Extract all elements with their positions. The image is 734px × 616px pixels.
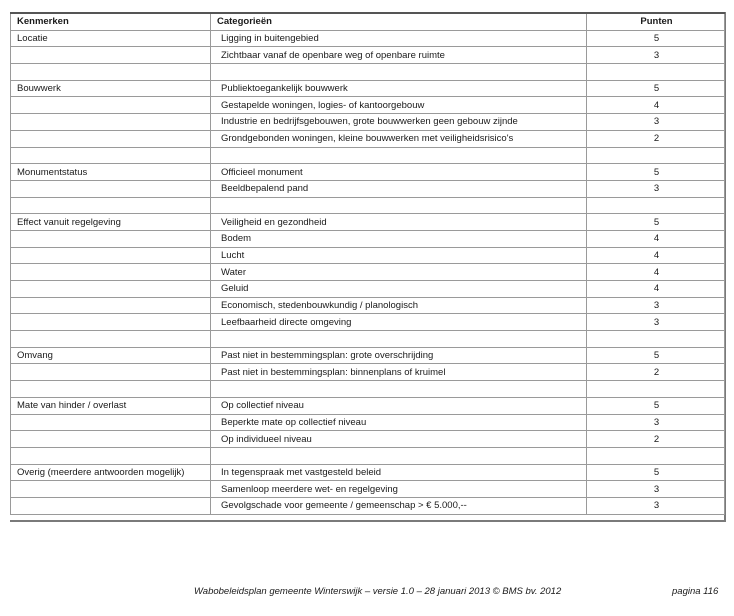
cell-characteristic (11, 97, 211, 114)
cell-points: 3 (587, 114, 725, 131)
cell-points: 5 (587, 347, 725, 364)
cell-category: Economisch, stedenbouwkundig / planologisch (211, 297, 587, 314)
table-row (11, 64, 725, 81)
cell-category: Bodem (211, 230, 587, 247)
table-row (11, 30, 725, 47)
table-frame (10, 12, 726, 522)
cell-points: 2 (587, 431, 725, 448)
cell-characteristic (11, 314, 211, 331)
table-row (11, 297, 725, 314)
cell-points: 3 (587, 297, 725, 314)
cell-points: 4 (587, 97, 725, 114)
cell-points: 4 (587, 264, 725, 281)
table-row (11, 331, 725, 348)
cell-category: Industrie en bedrijfsgebouwen, grote bouwwerken geen gebouw zijnde (211, 114, 587, 131)
table-row (11, 497, 725, 514)
scoring-table (10, 12, 725, 515)
cell-category: Past niet in bestemmingsplan: binnenplans of kruimel (211, 364, 587, 381)
cell-characteristic (11, 481, 211, 498)
table-header-row (11, 13, 725, 30)
cell-characteristic (11, 180, 211, 197)
cell-characteristic (11, 364, 211, 381)
cell-characteristic (11, 414, 211, 431)
cell-characteristic: Bouwwerk (11, 80, 211, 97)
table-row (11, 347, 725, 364)
cell-points: 3 (587, 180, 725, 197)
cell-points: 5 (587, 464, 725, 481)
cell-points: 5 (587, 80, 725, 97)
table-row (11, 214, 725, 231)
cell-category: Veiligheid en gezondheid (211, 214, 587, 231)
table-row (11, 47, 725, 64)
table-row (11, 447, 725, 464)
cell-points: 3 (587, 47, 725, 64)
header-category: Categorieën (211, 13, 587, 30)
cell-category: Ligging in buitengebied (211, 30, 587, 47)
cell-category: Beperkte mate op collectief niveau (211, 414, 587, 431)
header-characteristic: Kenmerken (11, 13, 211, 30)
table-row (11, 80, 725, 97)
cell-points: 2 (587, 130, 725, 147)
cell-points: 5 (587, 214, 725, 231)
cell-category: Lucht (211, 247, 587, 264)
table-row (11, 164, 725, 181)
cell-category (211, 381, 587, 398)
cell-characteristic (11, 497, 211, 514)
table-row (11, 247, 725, 264)
cell-characteristic (11, 447, 211, 464)
cell-category: Officieel monument (211, 164, 587, 181)
table-row (11, 114, 725, 131)
cell-category: Leefbaarheid directe omgeving (211, 314, 587, 331)
cell-category: In tegenspraak met vastgesteld beleid (211, 464, 587, 481)
cell-points: 3 (587, 414, 725, 431)
cell-category: Zichtbaar vanaf de openbare weg of openbare ruimte (211, 47, 587, 64)
cell-characteristic: Omvang (11, 347, 211, 364)
cell-category (211, 197, 587, 214)
cell-characteristic: Overig (meerdere antwoorden mogelijk) (11, 464, 211, 481)
cell-characteristic (11, 64, 211, 81)
cell-category: Water (211, 264, 587, 281)
cell-category: Geluid (211, 281, 587, 298)
cell-characteristic: Effect vanuit regelgeving (11, 214, 211, 231)
cell-category (211, 147, 587, 164)
cell-category: Op collectief niveau (211, 397, 587, 414)
cell-points: 5 (587, 397, 725, 414)
cell-points: 5 (587, 30, 725, 47)
header-points: Punten (587, 13, 725, 30)
cell-points: 4 (587, 230, 725, 247)
cell-characteristic (11, 230, 211, 247)
cell-category: Beeldbepalend pand (211, 180, 587, 197)
table-row (11, 314, 725, 331)
cell-characteristic (11, 431, 211, 448)
table-row (11, 464, 725, 481)
cell-points (587, 331, 725, 348)
cell-category (211, 331, 587, 348)
table-row (11, 97, 725, 114)
cell-characteristic (11, 147, 211, 164)
cell-category: Grondgebonden woningen, kleine bouwwerken met veiligheidsrisico's (211, 130, 587, 147)
cell-characteristic (11, 247, 211, 264)
table-row (11, 381, 725, 398)
cell-category: Past niet in bestemmingsplan: grote overschrijding (211, 347, 587, 364)
table-row (11, 130, 725, 147)
table-row (11, 481, 725, 498)
cell-characteristic (11, 114, 211, 131)
cell-characteristic (11, 197, 211, 214)
cell-category: Op individueel niveau (211, 431, 587, 448)
cell-category (211, 447, 587, 464)
cell-characteristic: Mate van hinder / overlast (11, 397, 211, 414)
cell-points: 5 (587, 164, 725, 181)
cell-characteristic (11, 47, 211, 64)
cell-category: Samenloop meerdere wet- en regelgeving (211, 481, 587, 498)
cell-category: Gevolgschade voor gemeente / gemeenschap > € 5.000,-- (211, 497, 587, 514)
cell-characteristic: Locatie (11, 30, 211, 47)
table-row (11, 414, 725, 431)
table-row (11, 364, 725, 381)
cell-points: 3 (587, 497, 725, 514)
cell-points (587, 197, 725, 214)
cell-characteristic (11, 130, 211, 147)
footer-page-number: pagina 116 (672, 586, 719, 597)
cell-characteristic (11, 297, 211, 314)
cell-category: Gestapelde woningen, logies- of kantoorgebouw (211, 97, 587, 114)
table-row (11, 281, 725, 298)
table-row (11, 230, 725, 247)
cell-points: 4 (587, 247, 725, 264)
table-row (11, 431, 725, 448)
cell-points (587, 64, 725, 81)
cell-characteristic (11, 381, 211, 398)
table-row (11, 264, 725, 281)
cell-points (587, 447, 725, 464)
cell-characteristic (11, 264, 211, 281)
cell-points: 3 (587, 314, 725, 331)
cell-characteristic (11, 331, 211, 348)
cell-points: 4 (587, 281, 725, 298)
footer-document-info: Wabobeleidsplan gemeente Winterswijk – versie 1.0 – 28 januari 2013 © BMS bv. 2012 (194, 586, 562, 597)
cell-category (211, 64, 587, 81)
cell-points (587, 147, 725, 164)
table-body (11, 30, 725, 514)
cell-category: Publiektoegankelijk bouwwerk (211, 80, 587, 97)
table-row (11, 197, 725, 214)
table-row (11, 180, 725, 197)
cell-points: 2 (587, 364, 725, 381)
cell-points (587, 381, 725, 398)
cell-characteristic (11, 281, 211, 298)
cell-characteristic: Monumentstatus (11, 164, 211, 181)
table-row (11, 397, 725, 414)
cell-points: 3 (587, 481, 725, 498)
table-row (11, 147, 725, 164)
